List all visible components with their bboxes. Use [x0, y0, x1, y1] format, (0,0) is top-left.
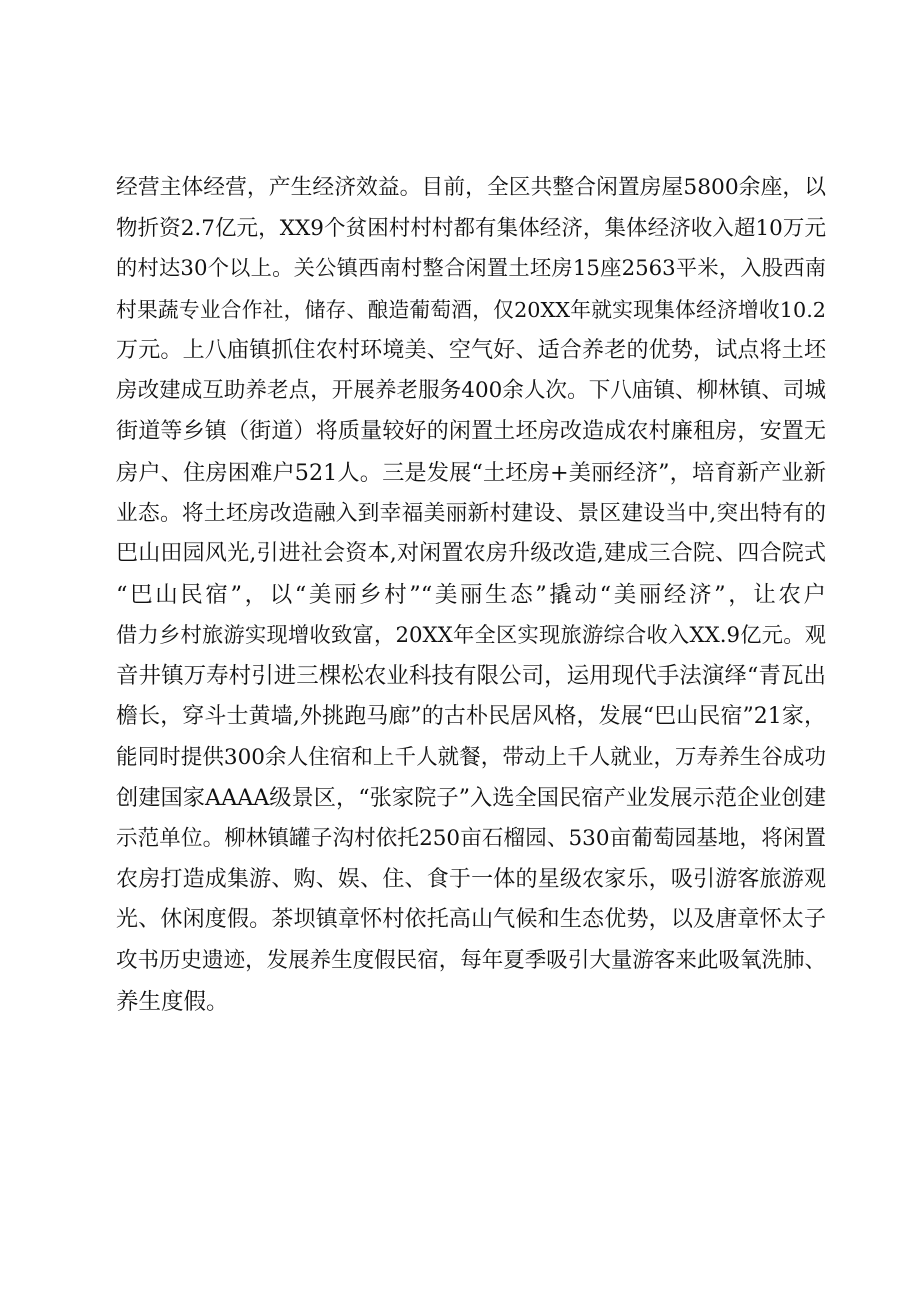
- text-line: 示范单位。柳林镇罐子沟村依托250亩石榴园、530亩葡萄园基地，将闲置: [116, 826, 826, 851]
- text-line: 街道等乡镇（街道）将质量较好的闲置土坯房改造成农村廉租房，安置无: [116, 419, 826, 445]
- text-line: 的村达30个以上。关公镇西南村整合闲置土坯房15座2563平米，入股西南: [116, 256, 826, 282]
- text-line: 攻书历史遗迹，发展养生度假民宿，每年夏季吸引大量游客来此吸氧洗肺、: [116, 948, 826, 974]
- text-line: 檐长，穿斗士黄墙,外挑跑马廊”的古朴民居风格，发展“巴山民宿”21家，: [116, 703, 826, 729]
- text-line: 创建国家AAAA级景区，“张家院子”入选全国民宿产业发展示范企业创建: [116, 785, 827, 812]
- text-line: 音井镇万寿村引进三棵松农业科技有限公司，运用现代手法演绎“青瓦出: [116, 663, 826, 690]
- text-line: 物折资2.7亿元，XX9个贫困村村村都有集体经济，集体经济收入超10万元: [116, 215, 826, 241]
- text-line: 房改建成互助养老点，开展养老服务400余人次。下八庙镇、柳林镇、司城: [116, 378, 826, 404]
- text-line: “巴山民宿”，以“美丽乡村”“美丽生态”撬动“美丽经济”，让农户: [116, 581, 826, 608]
- text-line: 村果蔬专业合作社，储存、酿造葡萄酒，仅20XX年就实现集体经济增收10.2: [116, 298, 826, 323]
- text-line: 业态。将土坯房改造融入到幸福美丽新村建设、景区建设当中,突出特有的: [116, 500, 826, 526]
- text-line: 经营主体经营，产生经济效益。目前，全区共整合闲置房屋5800余座，以: [116, 175, 826, 200]
- text-line: 养生度假。: [116, 988, 229, 1015]
- text-line: 房户、住房困难户521人。三是发展“土坯房+美丽经济”，培育新产业新: [116, 459, 826, 486]
- text-line: 能同时提供300余人住宿和上千人就餐，带动上千人就业，万寿养生谷成功: [116, 744, 826, 770]
- text-line: 借力乡村旅游实现增收致富，20XX年全区实现旅游综合收入XX.9亿元。观: [116, 622, 826, 648]
- body-paragraph: [116, 168, 826, 1022]
- text-line: 巴山田园风光,引进社会资本,对闲置农房升级改造,建成三合院、四合院式: [116, 541, 826, 567]
- text-line: 农房打造成集游、购、娱、住、食于一体的星级农家乐，吸引游客旅游观: [116, 866, 826, 892]
- text-line: 光、休闲度假。茶坝镇章怀村依托高山气候和生态优势，以及唐章怀太子: [116, 907, 826, 933]
- text-line: 万元。上八庙镇抓住农村环境美、空气好、适合养老的优势，试点将土坯: [116, 337, 826, 363]
